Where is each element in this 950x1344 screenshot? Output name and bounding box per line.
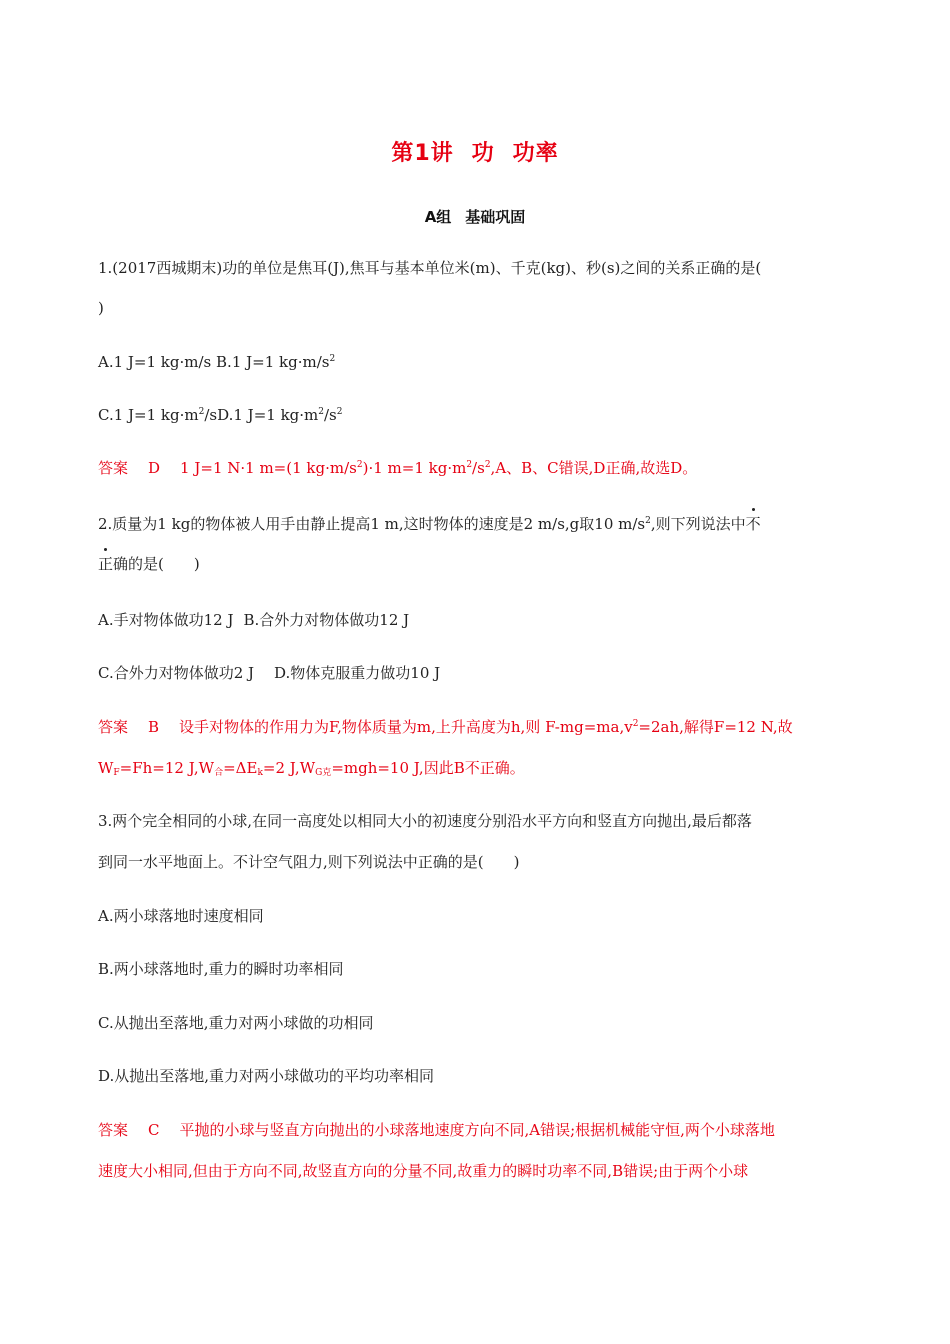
lecture-title — [0, 136, 950, 167]
q1-stem-line-1: 1.(2017西城期末)功的单位是焦耳(J),焦耳与基本单位米(m)、千克(kg)、秒(s)之间的关系正确的是( — [98, 259, 762, 277]
q1-option-c: C.1 J=1 $kg\cdot m^2/s$ — [98, 406, 218, 424]
lecture-number: 第1讲 — [391, 141, 454, 166]
q3-stem-line-1: 3.两个完全相同的小球,在同一高度处以相同大小的初速度分别沿水平方向和竖直方向抛出,最后都落 — [98, 812, 752, 830]
q2-option-b: B.合外力对物体做功12 J — [243, 611, 410, 629]
q3-answer-label: 答案 — [98, 1121, 129, 1139]
q3-option-a: A.两小球落地时速度相同 — [98, 907, 264, 925]
q2-option-d: D.物体克服重力做功10 J — [274, 664, 441, 682]
section-heading — [0, 206, 950, 227]
lecture-topic-work: 功 — [471, 141, 495, 166]
q3-option-d: D.从抛出至落地,重力对两小球做功的平均功率相同 — [98, 1067, 435, 1085]
q2-option-a: A.手对物体做功12 J — [98, 611, 234, 629]
q2-option-c: C.合外力对物体做功2 J — [98, 664, 255, 682]
q3-answer-line-1: 答案 C 平抛的小球与竖直方向抛出的小球落地速度方向不同,A错误;根据机械能守恒,两个小球落地 — [98, 1121, 775, 1139]
q3-stem-line-2: 到同一水平地面上。不计空气阻力,则下列说法中正确的是( ) — [98, 853, 520, 871]
q2-answer-label: 答案 — [98, 718, 129, 736]
q2-options-cd — [98, 663, 858, 683]
q1-option-a: A.1 J=1 kg·m/s — [98, 353, 212, 371]
q1-answer: 答案 D 1 J=1 N·1 m=(1 $kg\cdot m/s^2)\cdot 1$ m=1 $kg\cdot m^2/s^2,A$、B、C错误,D正确,故选D。 — [98, 459, 698, 477]
q1-option-b: B.1 J=1 $kg\cdot m/s^2$ — [216, 353, 336, 371]
lecture-topic-power: 功率 — [512, 141, 559, 166]
q1-options-cd — [98, 405, 858, 425]
emphasis-dot-char: 不 — [745, 515, 761, 533]
emphasis-dot-char: 正 — [98, 555, 114, 573]
q2-answer-line-1: 答案 B 设手对物体的作用力为F,物体质量为m,上升高度为h,则 $F-mg=ma,v^2=2ah$,解得F=12 N,故 — [98, 718, 793, 736]
q2-options-ab — [98, 610, 858, 630]
q1-option-d: D.1 J=1 $kg\cdot m^2/s^2$ — [217, 406, 343, 424]
q1-answer-label: 答案 — [98, 459, 129, 477]
q3-answer-line-2: 速度大小相同,但由于方向不同,故竖直方向的分量不同,故重力的瞬时功率不同,B错误;由于两个小球 — [98, 1162, 749, 1180]
q3-answer-key: C — [148, 1121, 160, 1139]
q1-answer-key: D — [148, 459, 161, 477]
q2-answer-line-2: $W_F=Fh=12$ $J,W_合=\Delta E_k=2$ $J,W_{G克}=mgh=10$ J,因此B不正确。 — [98, 759, 525, 778]
q3-option-b: B.两小球落地时,重力的瞬时功率相同 — [98, 960, 344, 978]
section-name: 基础巩固 — [465, 208, 526, 226]
q2-answer-key: B — [148, 718, 160, 736]
q1-stem-line-2: ) — [98, 299, 104, 317]
section-group: A组 — [424, 208, 452, 226]
q1-options-ab — [98, 352, 858, 372]
q2-stem-line-2: 正确的是( ) — [98, 555, 200, 573]
q2-stem-line-1: 2.质量为1 kg的物体被人用手由静止提高1 m,这时物体的速度是2 m/s,g取10 $m/s^2$,则下列说法中不 — [98, 515, 761, 533]
q3-option-c: C.从抛出至落地,重力对两小球做的功相同 — [98, 1014, 374, 1032]
